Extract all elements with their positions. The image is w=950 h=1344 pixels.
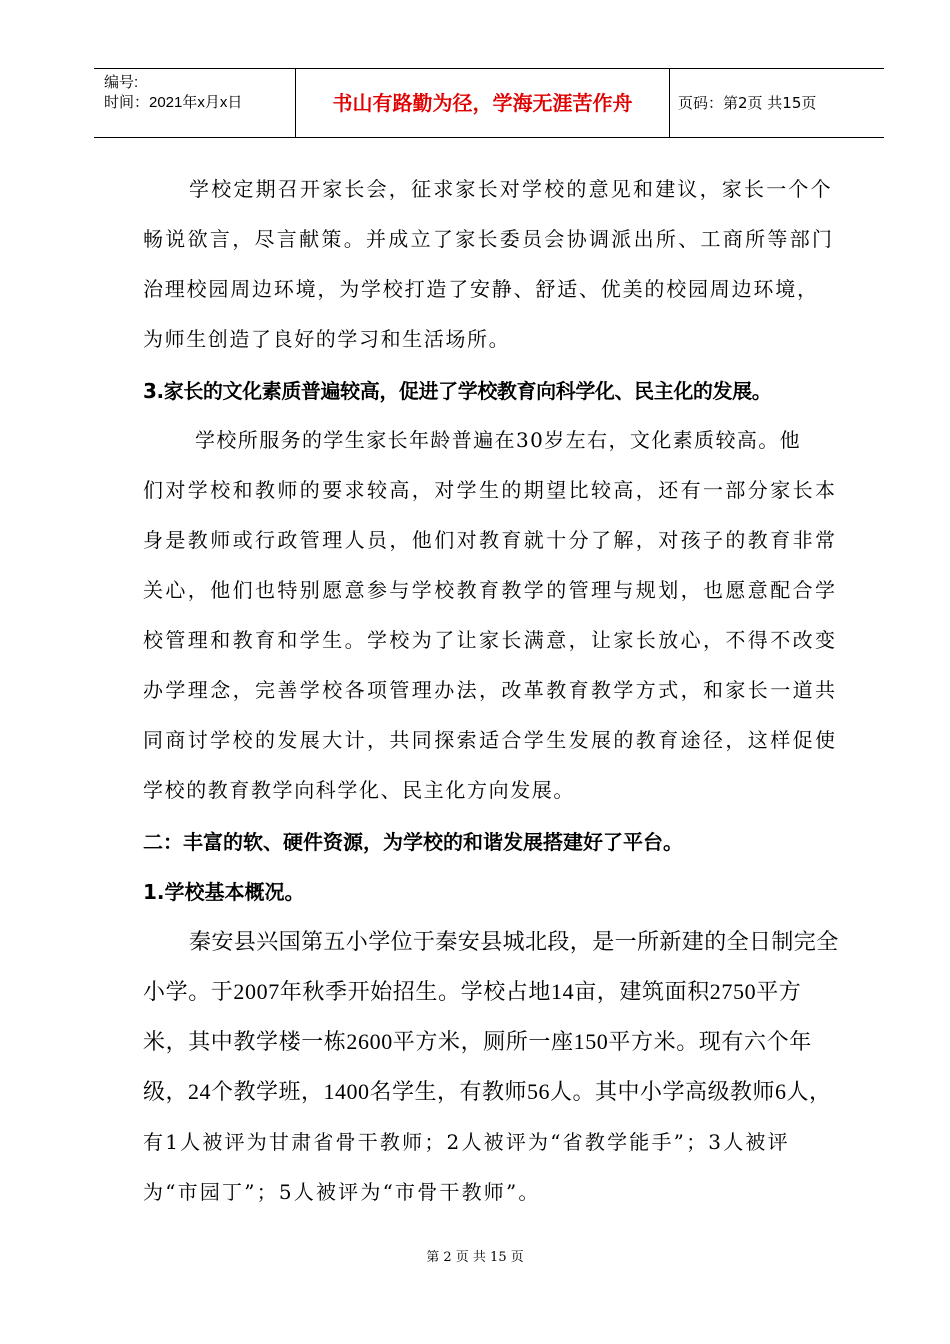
paragraph-line: 学校所服务的学生家长年龄普遍在30岁左右，文化素质较高。他: [195, 428, 802, 452]
paragraph-line: 为师生创造了良好的学习和生活场所。: [143, 327, 511, 351]
paragraph-line: 学校的教育教学向科学化、民主化方向发展。: [143, 778, 575, 802]
paragraph-line: 米，其中教学楼一栋2600平方米，厕所一座150平方米。现有六个年: [143, 1029, 812, 1054]
header-motto: 书山有路勤为径，学海无涯苦作舟: [296, 69, 670, 137]
paragraph-line: 治理校园周边环境，为学校打造了安静、舒适、优美的校园周边环境，: [143, 277, 819, 301]
paragraph-line: 校管理和教育和学生。学校为了让家长满意，让家长放心，不得不改变: [143, 628, 838, 652]
subsection-heading-1: 1.学校基本概况。: [143, 880, 305, 904]
paragraph-line: 有1人被评为甘肃省骨干教师；2人被评为“省教学能手”；3人被评: [143, 1130, 790, 1154]
header-page-info: 页码：第2页 共15页: [678, 94, 817, 112]
page-footer: 第 2 页 共 15 页: [426, 1250, 524, 1265]
paragraph-line: 级，24个教学班，1400名学生，有教师56人。其中小学高级教师6人，: [143, 1079, 832, 1104]
header-time-label: 时间：2021年x月x日: [104, 94, 243, 111]
paragraph-line: 们对学校和教师的要求较高，对学生的期望比较高，还有一部分家长本: [143, 478, 838, 502]
paragraph-line: 身是教师或行政管理人员，他们对教育就十分了解，对孩子的教育非常: [143, 528, 838, 552]
paragraph-line: 为“市园丁”；5人被评为“市骨干教师”。: [143, 1180, 541, 1204]
header-number-label: 编号:: [104, 74, 139, 91]
paragraph-line: 关心，他们也特别愿意参与学校教育教学的管理与规划，也愿意配合学: [143, 578, 838, 602]
paragraph-line: 办学理念，完善学校各项管理办法，改革教育教学方式，和家长一道共: [143, 678, 838, 702]
paragraph-line: 学校定期召开家长会，征求家长对学校的意见和建议，家长一个个: [189, 177, 833, 201]
section-heading-3: 3.家长的文化素质普遍较高，促进了学校教育向科学化、民主化的发展。: [143, 379, 772, 403]
paragraph-line: 同商讨学校的发展大计，共同探索适合学生发展的教育途径，这样促使: [143, 728, 838, 752]
header-meta-cell: [94, 69, 296, 137]
section-heading-2: 二：丰富的软、硬件资源，为学校的和谐发展搭建好了平台。: [143, 830, 683, 854]
paragraph-line: 小学。于2007年秋季开始招生。学校占地14亩，建筑面积2750平方: [143, 979, 802, 1004]
paragraph-line: 畅说欲言，尽言献策。并成立了家长委员会协调派出所、工商所等部门: [143, 227, 835, 251]
document-header: [94, 68, 884, 138]
paragraph-line: 秦安县兴国第五小学位于秦安县城北段，是一所新建的全日制完全: [189, 929, 839, 954]
